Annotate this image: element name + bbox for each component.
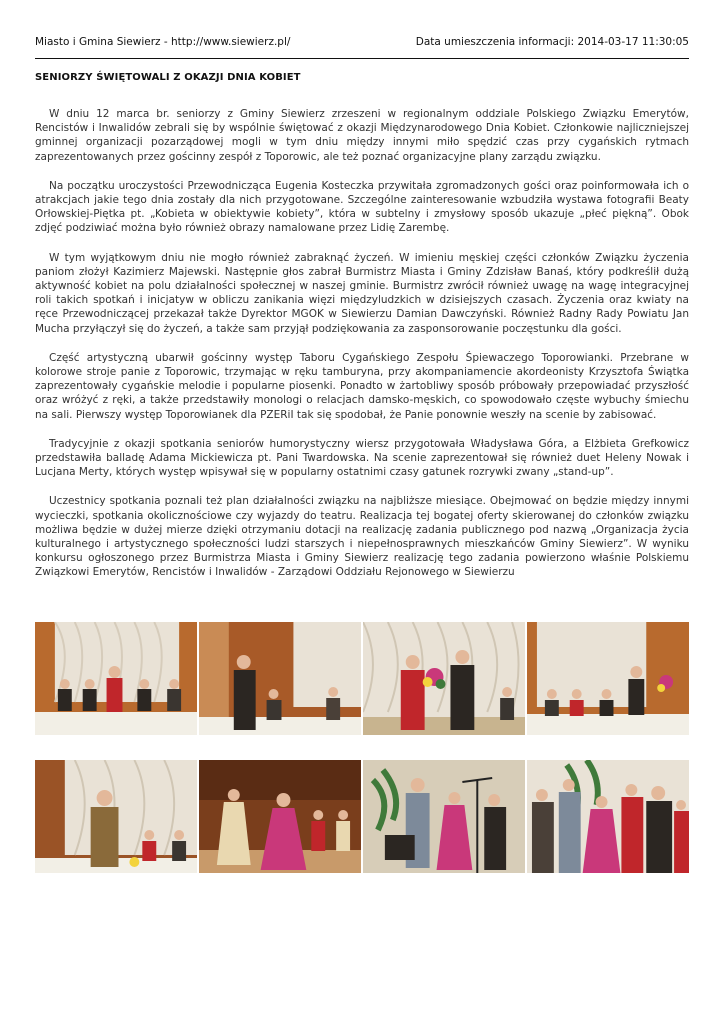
photo-gallery-row-2 bbox=[35, 760, 689, 873]
article-body bbox=[35, 107, 689, 595]
photo-gallery-row-1 bbox=[35, 622, 689, 735]
paragraph: Tradycyjnie z okazji spotkania seniorów humorystyczny wiersz przygotowała Władysława Góra, a Elżbieta Grefkowicz przedstawiła balladę Adama Mickiewicza pt. Pani Twardowska. Na scenie zaprezentował się również duet Heleny Nowak i Lucjana Merty, których występ wpisywał się w popularny ostatnimi czasy gatunek rozrywki zwany „stand-up”. bbox=[35, 437, 689, 479]
paragraph: Część artystyczną ubarwił gościnny występ Taboru Cygańskiego Zespołu Śpiewaczego Toporowianki. Przebrane w kolorowe stroje panie z Toporowic, trzymając w ręku tamburyna, przy akompaniamencie akordeonisty Krzysztofa Świątka zaprezentowały cygańskie melodie i popularne piosenki. Ponadto w żartobliwy sposób próbowały przepowiadać przyszłość oraz wróżyć z ręki, a także przedstawiły monologi o relacjach damsko-męskich, co spowodowało częste wybuchy śmiechu na sali. Pierwszy występ Toporowianek dla PZERiI tak się spodobał, że Panie ponownie weszły na scenie by zabisować. bbox=[35, 351, 689, 421]
paragraph: Na początku uroczystości Przewodnicząca Eugenia Kosteczka przywitała zgromadzonych gości oraz poinformowała ich o atrakcjach jakie tego dnia zostały dla nich przygotowane. Szczególne zainteresowanie wzbudziła wystawa fotografii Beaty Orłowskiej-Piętka pt. „Kobieta w obiektywie kobiety”, która w subtelny i zmysłowy sposób ukazuje „płeć piękną”. Obok zdjęć podziwiać można było również obrazy namalowane przez Lidię Zarembę. bbox=[35, 179, 689, 235]
page-header bbox=[35, 36, 689, 48]
site-name: Miasto i Gmina Siewierz - http://www.siewierz.pl/ bbox=[35, 36, 291, 48]
paragraph: W dniu 12 marca br. seniorzy z Gminy Siewierz zrzeszeni w regionalnym oddziale Polskiego Związku Emerytów, Rencistów i Inwalidów zebrali się by wspólnie świętować z okazji Międzynarodowego Dnia Kobiet. Członkowie najliczniejszej gminnej organizacji pozarządowej mogli w tym dniu między innymi miło spędzić czas przy cygańskich rytmach zaprezentowanych przez gościnny zespół z Toporowic, ale też poznać organizacyjne plany zarządu związku. bbox=[35, 108, 689, 163]
paragraph: W tym wyjątkowym dniu nie mogło również zabraknąć życzeń. W imieniu męskiej części członków Związku życzenia paniom złożył Kazimierz Majewski. Następnie głos zabrał Burmistrz Miasta i Gminy Zdzisław Banaś, który podkreślił dużą aktywność kobiet na polu działalności społecznej w naszej gminie. Burmistrz zwrócił również uwagę na wagę integracyjnej roli takich spotkań i inicjatyw w obliczu zanikania więzi międzyludzkich w dzisiejszych czasach. Życzenia oraz kwiaty na ręce Przewodniczącej przekazał także Dyrektor MGOK w Siewierzu Damian Dawczyński. Również Radny Rady Powiatu Jan Mucha przyłączył się do życzeń, a także sam przyjął podziękowania za zasponsorowanie poczęstunku dla gości. bbox=[35, 251, 689, 335]
paragraph: Uczestnicy spotkania poznali też plan działalności związku na najbliższe miesiące. Obejmować on będzie między innymi wycieczki, spotkania okolicznościowe czy wyjazdy do teatru. Realizacja tej bogatej oferty skierowanej do członków związku możliwa będzie w dużej mierze dzięki otrzymaniu dotacji na realizację zadania publicznego pod nazwą „Organizacja życia kulturalnego i artystycznego społeczności ludzi starszych i niepełnosprawnych mieszkańców Gminy Siewierz”. W wyniku konkursu ogłoszonego przez Burmistrza Miasta i Gminy Siewierz realizację tego zadania powierzono właśnie Polskiemu Związkowi Emerytów, Rencistów i Inwalidów - Zarządowi Oddziału Rejonowego w Siewierzu bbox=[35, 495, 689, 579]
publication-date: Data umieszczenia informacji: 2014-03-17 11:30:05 bbox=[415, 36, 689, 48]
photo-gypsy-dancers[interactable] bbox=[199, 760, 361, 873]
photo-flowers-handover[interactable] bbox=[363, 622, 525, 735]
photo-man-speaking-microphone[interactable] bbox=[199, 622, 361, 735]
photo-guests-at-head-table[interactable] bbox=[527, 622, 689, 735]
article-title: SENIORZY ŚWIĘTOWALI Z OKAZJI DNIA KOBIET bbox=[35, 72, 301, 83]
photo-speech-at-table[interactable] bbox=[35, 622, 197, 735]
photo-gypsy-ensemble-fortune-telling[interactable] bbox=[527, 760, 689, 873]
photo-man-reciting-poem[interactable] bbox=[35, 760, 197, 873]
header-divider bbox=[35, 58, 689, 59]
photo-singers-at-microphone[interactable] bbox=[363, 760, 525, 873]
